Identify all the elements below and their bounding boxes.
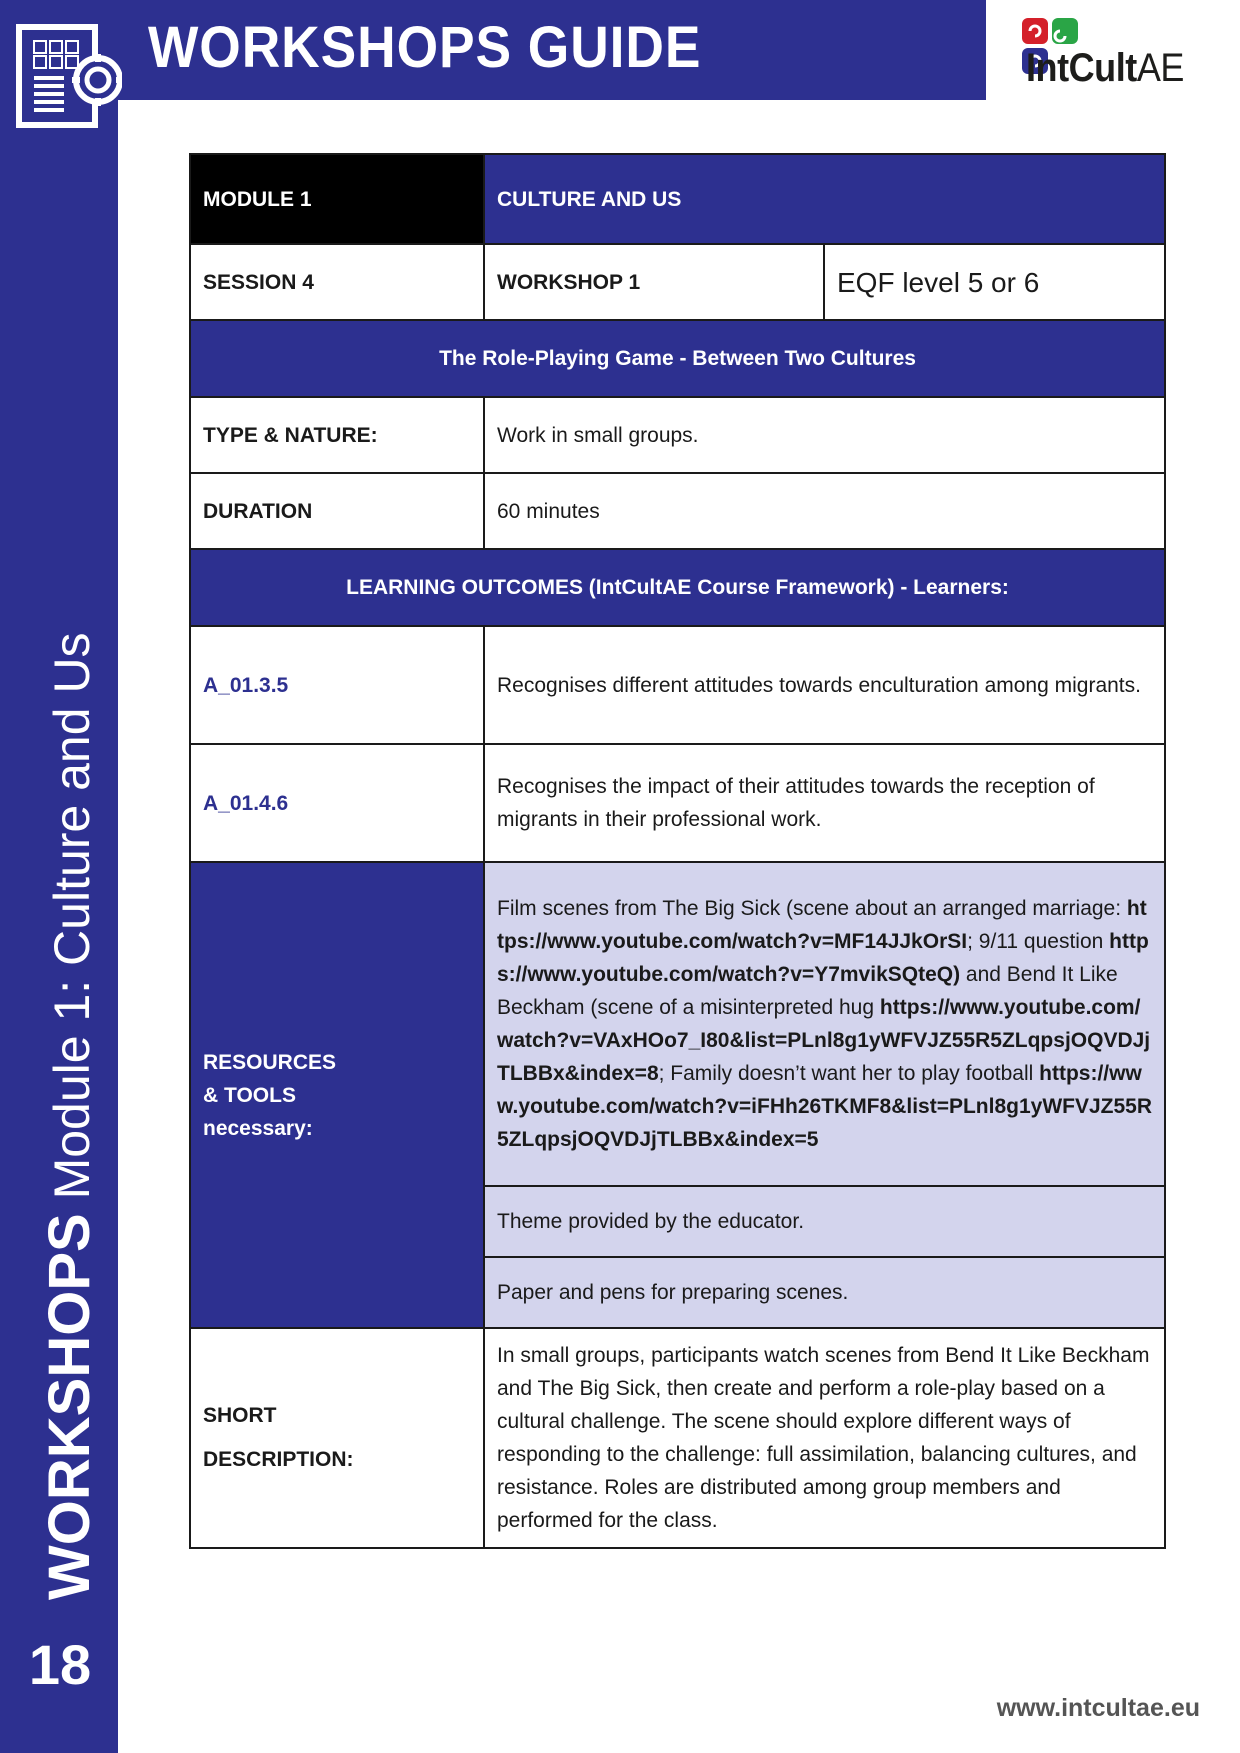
module-row [190,154,1165,244]
duration-row [190,473,1165,549]
duration-value: 60 minutes [484,473,1165,549]
page-title: WORKSHOPS GUIDE [148,15,702,80]
eqf-level: EQF level 5 or 6 [824,244,1165,320]
resources-paper: Paper and pens for preparing scenes. [484,1257,1165,1328]
short-description-label-line: SHORT [203,1404,277,1427]
resources-label [190,862,484,1328]
resource-link[interactable]: https://www.youtube.com/watch?v=MF14JJkOrSI [497,897,1147,953]
type-label: TYPE & NATURE: [190,397,484,473]
outcome-text: Recognises the impact of their attitudes towards the reception of migrants in their professional work. [484,744,1165,862]
logo-brand-light: AE [1136,46,1184,90]
module-title: CULTURE AND US [484,154,1165,244]
resource-link[interactable]: https://www.youtube.com/watch?v=Y7mvikSQteQ) [497,930,1149,986]
resources-theme: Theme provided by the educator. [484,1186,1165,1257]
type-row [190,397,1165,473]
resources-text: ; Family doesn’t want her to play football [658,1062,1040,1085]
sidebar-vertical-title [30,632,110,1600]
resource-link[interactable]: https://www.youtube.com/watch?v=VAxHOo7_I80&list=PLnl8g1yWFVJZ55R5ZLqpsjOQVDJjTLBBx&index=8 [497,996,1151,1085]
outcomes-heading: LEARNING OUTCOMES (IntCultAE Course Framework) - Learners: [190,549,1165,626]
outcome-row [190,744,1165,862]
sidebar-vertical-bold: WORKSHOPS [37,1213,102,1600]
short-description-text: In small groups, participants watch scenes from Bend It Like Beckham and The Big Sick, then create and perform a role-play based on a cultural challenge. The scene should explore different ways of responding to the challenge: full assimilation, balancing cultures, and resistance. Roles are distributed among group members and performed for the class. [484,1328,1165,1548]
logo-wordmark [1026,46,1184,91]
session-row [190,244,1165,320]
type-value: Work in small groups. [484,397,1165,473]
resources-label-line: necessary: [203,1116,313,1140]
workshop-table [189,153,1166,1549]
outcome-code: A_01.4.6 [190,744,484,862]
resources-text: ; 9/11 question [967,930,1110,953]
short-description-row [190,1328,1165,1548]
footer-url[interactable]: www.intcultae.eu [996,1694,1200,1722]
page-number: 18 [28,1633,92,1696]
resources-row [190,862,1165,1186]
short-description-label-line: DESCRIPTION: [203,1448,354,1471]
logo-brand-bold: IntCult [1026,46,1137,90]
module-label: MODULE 1 [190,154,484,244]
outcome-text: Recognises different attitudes towards enculturation among migrants. [484,626,1165,744]
workshop-title: The Role-Playing Game - Between Two Cultures [190,320,1165,397]
session-label: SESSION 4 [190,244,484,320]
resources-label-line: RESOURCES [203,1050,337,1074]
resources-text: and Bend It Like Beckham (scene of a misinterpreted hug [497,963,1118,1019]
title-row [190,320,1165,397]
guide-document-icon [16,24,122,130]
resources-film-scenes [484,862,1165,1186]
resources-label-line: & TOOLS [203,1083,296,1107]
duration-label: DURATION [190,473,484,549]
outcomes-heading-row [190,549,1165,626]
workshop-label: WORKSHOP 1 [484,244,824,320]
outcome-code: A_01.3.5 [190,626,484,744]
sidebar-vertical-rest: Module 1: Culture and Us [44,632,100,1214]
resources-text: Film scenes from The Big Sick (scene about an arranged marriage: [497,897,1127,920]
short-description-label [190,1328,484,1548]
outcome-row [190,626,1165,744]
resource-link[interactable]: https://www.youtube.com/watch?v=iFHh26TKMF8&list=PLnl8g1yWFVJZ55R5ZLqpsjOQVDJjTLBBx&index=5 [497,1062,1153,1151]
